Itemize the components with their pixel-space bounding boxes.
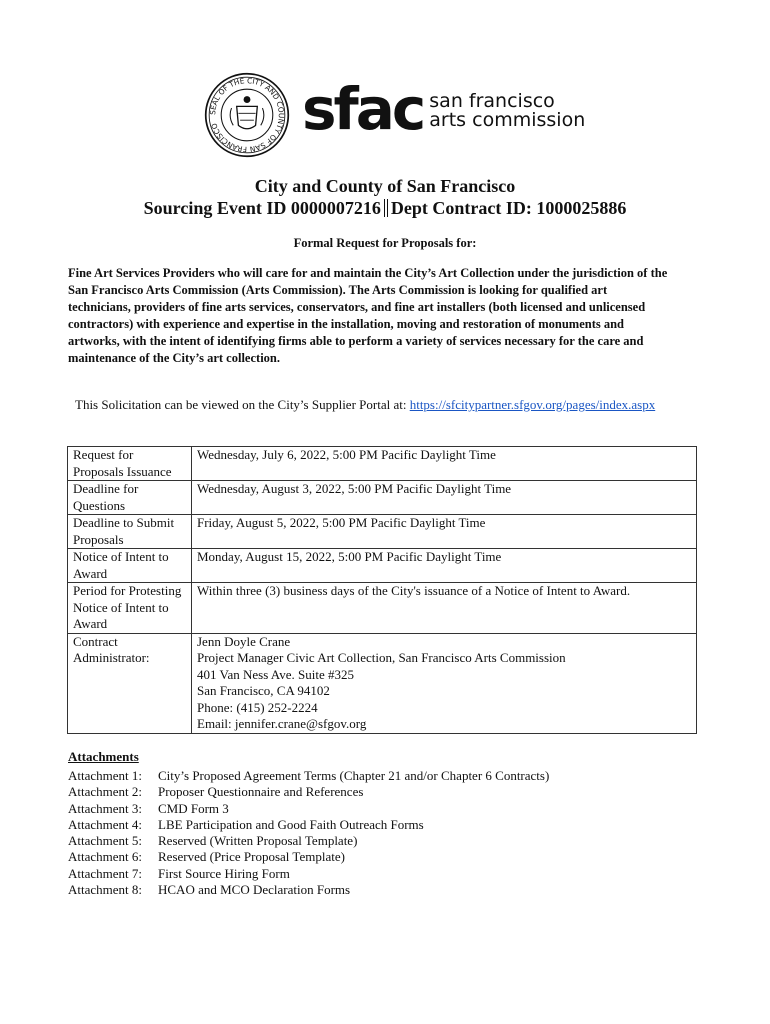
table-row xyxy=(68,633,697,733)
table-row xyxy=(68,583,697,634)
attachment-title: First Source Hiring Form xyxy=(158,865,290,881)
schedule-value: Monday, August 15, 2022, 5:00 PM Pacific Daylight Time xyxy=(192,549,697,583)
admin-title: Project Manager Civic Art Collection, San Francisco Arts Commission xyxy=(197,650,566,665)
list-item xyxy=(68,866,549,882)
attachment-label: Attachment 4: xyxy=(68,816,143,832)
attachment-title: Reserved (Written Proposal Template) xyxy=(158,833,358,849)
attachment-label: Attachment 5: xyxy=(68,833,143,849)
list-item xyxy=(68,768,549,784)
seal-ring-text: SEAL OF THE CITY AND COUNTY OF SAN FRANCISCO xyxy=(208,76,286,154)
schedule-label: Deadline to Submit Proposals xyxy=(68,515,192,549)
contract-admin-label: Contract Administrator: xyxy=(68,633,192,733)
admin-address-2: San Francisco, CA 94102 xyxy=(197,683,330,698)
schedule-label: Request for Proposals Issuance xyxy=(68,447,192,481)
sourcing-event-id: Sourcing Event ID 0000007216 xyxy=(143,198,381,218)
attachment-title: LBE Participation and Good Faith Outreach Forms xyxy=(158,816,424,832)
svg-text:SEAL OF THE CITY AND COUNTY OF xyxy=(208,76,286,154)
admin-phone: Phone: (415) 252-2224 xyxy=(197,699,318,715)
attachment-title: Reserved (Price Proposal Template) xyxy=(158,849,345,865)
schedule-table xyxy=(67,446,697,734)
table-row xyxy=(68,447,697,481)
list-item xyxy=(68,849,549,865)
schedule-value: Within three (3) business days of the City's issuance of a Notice of Intent to Award. xyxy=(192,583,697,634)
attachment-label: Attachment 6: xyxy=(68,849,143,865)
sfac-logo xyxy=(302,75,586,143)
sfac-logo-mark: sfac xyxy=(302,75,424,143)
attachment-title: Proposer Questionnaire and References xyxy=(158,784,364,800)
attachments-list xyxy=(68,768,549,898)
admin-name: Jenn Doyle Crane xyxy=(197,633,291,649)
city-seal-icon xyxy=(204,72,290,158)
contract-admin-details xyxy=(192,633,697,733)
portal-text: This Solicitation can be viewed on the City’s Supplier Portal at: xyxy=(75,397,410,412)
list-item xyxy=(68,784,549,800)
schedule-label: Period for Protesting Notice of Intent to Award xyxy=(68,583,192,634)
table-row xyxy=(68,515,697,549)
list-item xyxy=(68,833,549,849)
table-row xyxy=(68,549,697,583)
title-separator xyxy=(384,199,388,217)
list-item xyxy=(68,817,549,833)
list-item xyxy=(68,801,549,817)
schedule-value: Wednesday, August 3, 2022, 5:00 PM Pacific Daylight Time xyxy=(192,481,697,515)
schedule-label: Notice of Intent to Award xyxy=(68,549,192,583)
attachment-title: City’s Proposed Agreement Terms (Chapter 21 and/or Chapter 6 Contracts) xyxy=(158,768,550,783)
attachment-label: Attachment 8: xyxy=(68,882,143,898)
logo-line-1: san francisco xyxy=(429,90,555,112)
attachments-heading: Attachments xyxy=(68,749,139,764)
supplier-portal-link[interactable]: https://sfcitypartner.sfgov.org/pages/index.aspx xyxy=(409,397,656,412)
attachment-label: Attachment 2: xyxy=(68,784,143,800)
admin-email[interactable]: Email: jennifer.crane@sfgov.org xyxy=(197,716,367,731)
schedule-value: Wednesday, July 6, 2022, 5:00 PM Pacific Daylight Time xyxy=(192,447,697,481)
sfac-logo-text xyxy=(429,92,585,130)
table-row xyxy=(68,481,697,515)
list-item xyxy=(68,882,549,898)
admin-address-1: 401 Van Ness Ave. Suite #325 xyxy=(197,666,354,682)
logo-line-2: arts commission xyxy=(429,109,586,131)
portal-note xyxy=(75,397,655,413)
attachment-label: Attachment 3: xyxy=(68,800,143,816)
schedule-value: Friday, August 5, 2022, 5:00 PM Pacific Daylight Time xyxy=(192,515,697,549)
attachment-title: HCAO and MCO Declaration Forms xyxy=(158,882,351,898)
attachment-label: Attachment 1: xyxy=(68,768,143,783)
attachment-label: Attachment 7: xyxy=(68,865,143,881)
schedule-label: Deadline for Questions xyxy=(68,481,192,515)
rfp-subtitle: Formal Request for Proposals for: xyxy=(293,236,477,250)
document-title: City and County of San Francisco xyxy=(254,176,516,196)
dept-contract-id: Dept Contract ID: 1000025886 xyxy=(390,198,627,218)
document-ids xyxy=(0,198,770,219)
attachment-title: CMD Form 3 xyxy=(158,800,229,816)
rfp-description: Fine Art Services Providers who will care for and maintain the City’s Art Collection under the jurisdiction of the San Francisco Arts Commission (Arts Commission). The Arts Commission is looking for qualified art technicians, providers of fine arts services, conservators, and fine art installers (both licensed and unlicensed contractors) with experience and expertise in the installation, moving and restoration of monuments and artworks, with the intent of identifying firms able to perform a variety of services necessary for the care and maintenance of the City’s art collection. xyxy=(68,266,668,365)
